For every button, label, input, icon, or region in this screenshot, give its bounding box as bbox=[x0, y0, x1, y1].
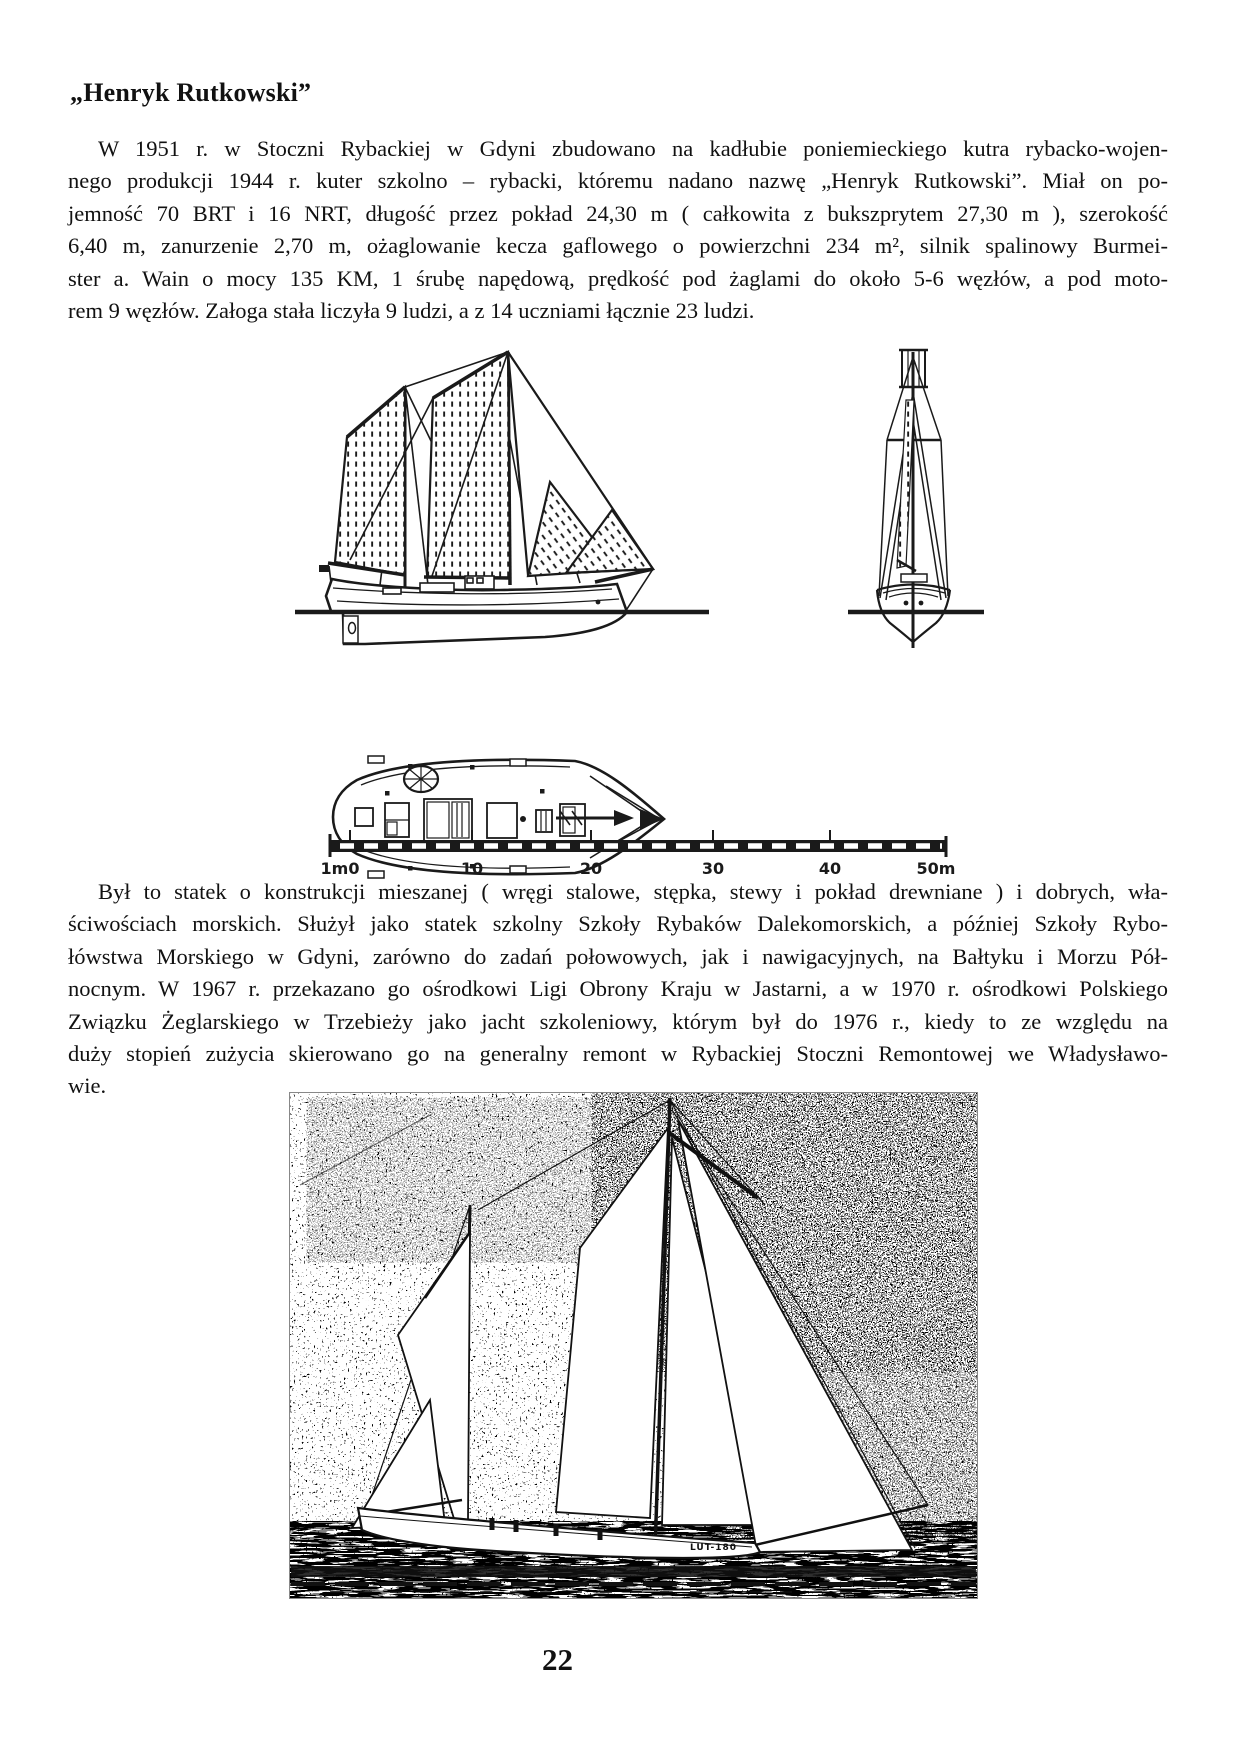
text-line: nocnym. W 1967 r. przekazano go ośrodkowi Ligi Obrony Kraju w Jastarni, a w 1970 r. ośrodkowi Polskiego bbox=[68, 976, 1168, 1002]
scale-label: 20 bbox=[579, 859, 603, 878]
ship-photo-art bbox=[290, 1093, 977, 1598]
bow-view bbox=[848, 350, 984, 648]
main-gaff-sail bbox=[427, 352, 510, 578]
text-line: rem 9 węzłów. Załoga stała liczyła 9 ludzi, a z 14 uczniami łącznie 23 ludzi. bbox=[68, 298, 755, 324]
scale-label: 50m bbox=[916, 859, 956, 878]
ship-photo bbox=[289, 1092, 978, 1599]
text-line: W 1951 r. w Stoczni Rybackiej w Gdyni zbudowano na kadłubie poniemieckiego kutra rybacko-wojen- bbox=[98, 136, 1168, 161]
page-number: 22 bbox=[542, 1642, 573, 1677]
text-line: wie. bbox=[68, 1073, 107, 1099]
text-line: ster a. Wain o mocy 135 KM, 1 śrubę napędową, prędkość pod żaglami do około 5-6 węzłów, a pod moto- bbox=[68, 265, 1168, 291]
text-line: Związku Żeglarskiego w Trzebieży jako jacht szkoleniowy, którym był do 1976 r., kiedy to ze względu na bbox=[68, 1008, 1168, 1034]
text-line: Był to statek o konstrukcji mieszanej ( wręgi stalowe, stępka, stewy i pokład drewniane ) i dobrych, wła- bbox=[98, 879, 1168, 904]
text-line: 6,40 m, zanurzenie 2,70 m, ożaglowanie kecza gaflowego o powierzchni 234 m², silnik spalinowy Burmei- bbox=[68, 233, 1168, 259]
text-line: jemność 70 BRT i 16 NRT, długość przez pokład 24,30 m ( całkowita z bukszprytem 27,30 m ), szerokość bbox=[68, 200, 1168, 226]
deck-plan bbox=[333, 756, 664, 878]
text-line: nego produkcji 1944 r. kuter szkolno – rybacki, któremu nadano nazwę „Henryk Rutkowski”. Miał on po- bbox=[68, 168, 1168, 194]
text-line: ściwościach morskich. Służył jako statek szkolny Szkoły Rybaków Dalekomorskich, a później Szkoły Rybo- bbox=[68, 911, 1168, 937]
furled-sail-edge bbox=[897, 400, 914, 568]
hull-marking: LUT-180 bbox=[690, 1543, 738, 1553]
bow-deckhouse bbox=[901, 574, 927, 582]
text-line: duży stopień zużycia skierowano go na generalny remont w Rybackiej Stoczni Remontowej we Władysławo- bbox=[68, 1041, 1168, 1067]
ship-plan-figure bbox=[230, 310, 1240, 885]
paragraph-1 bbox=[68, 133, 1168, 327]
scale-label: 10 bbox=[460, 859, 484, 878]
side-view bbox=[295, 352, 709, 644]
scale-label: 1m0 bbox=[320, 859, 360, 878]
scale-label: 40 bbox=[818, 859, 842, 878]
hawse-dot bbox=[596, 600, 601, 605]
paragraph-2 bbox=[68, 876, 1168, 1103]
stern-flag bbox=[319, 565, 331, 583]
capstan bbox=[404, 766, 438, 792]
text-line: łówstwa Morskiego w Gdyni, zarówno do zadań połowowych, jak i nawigacyjnych, na Bałtyku i Morzu Pół- bbox=[68, 943, 1168, 969]
page-title: „Henryk Rutkowski” bbox=[70, 78, 312, 107]
scale-label: 30 bbox=[701, 859, 725, 878]
